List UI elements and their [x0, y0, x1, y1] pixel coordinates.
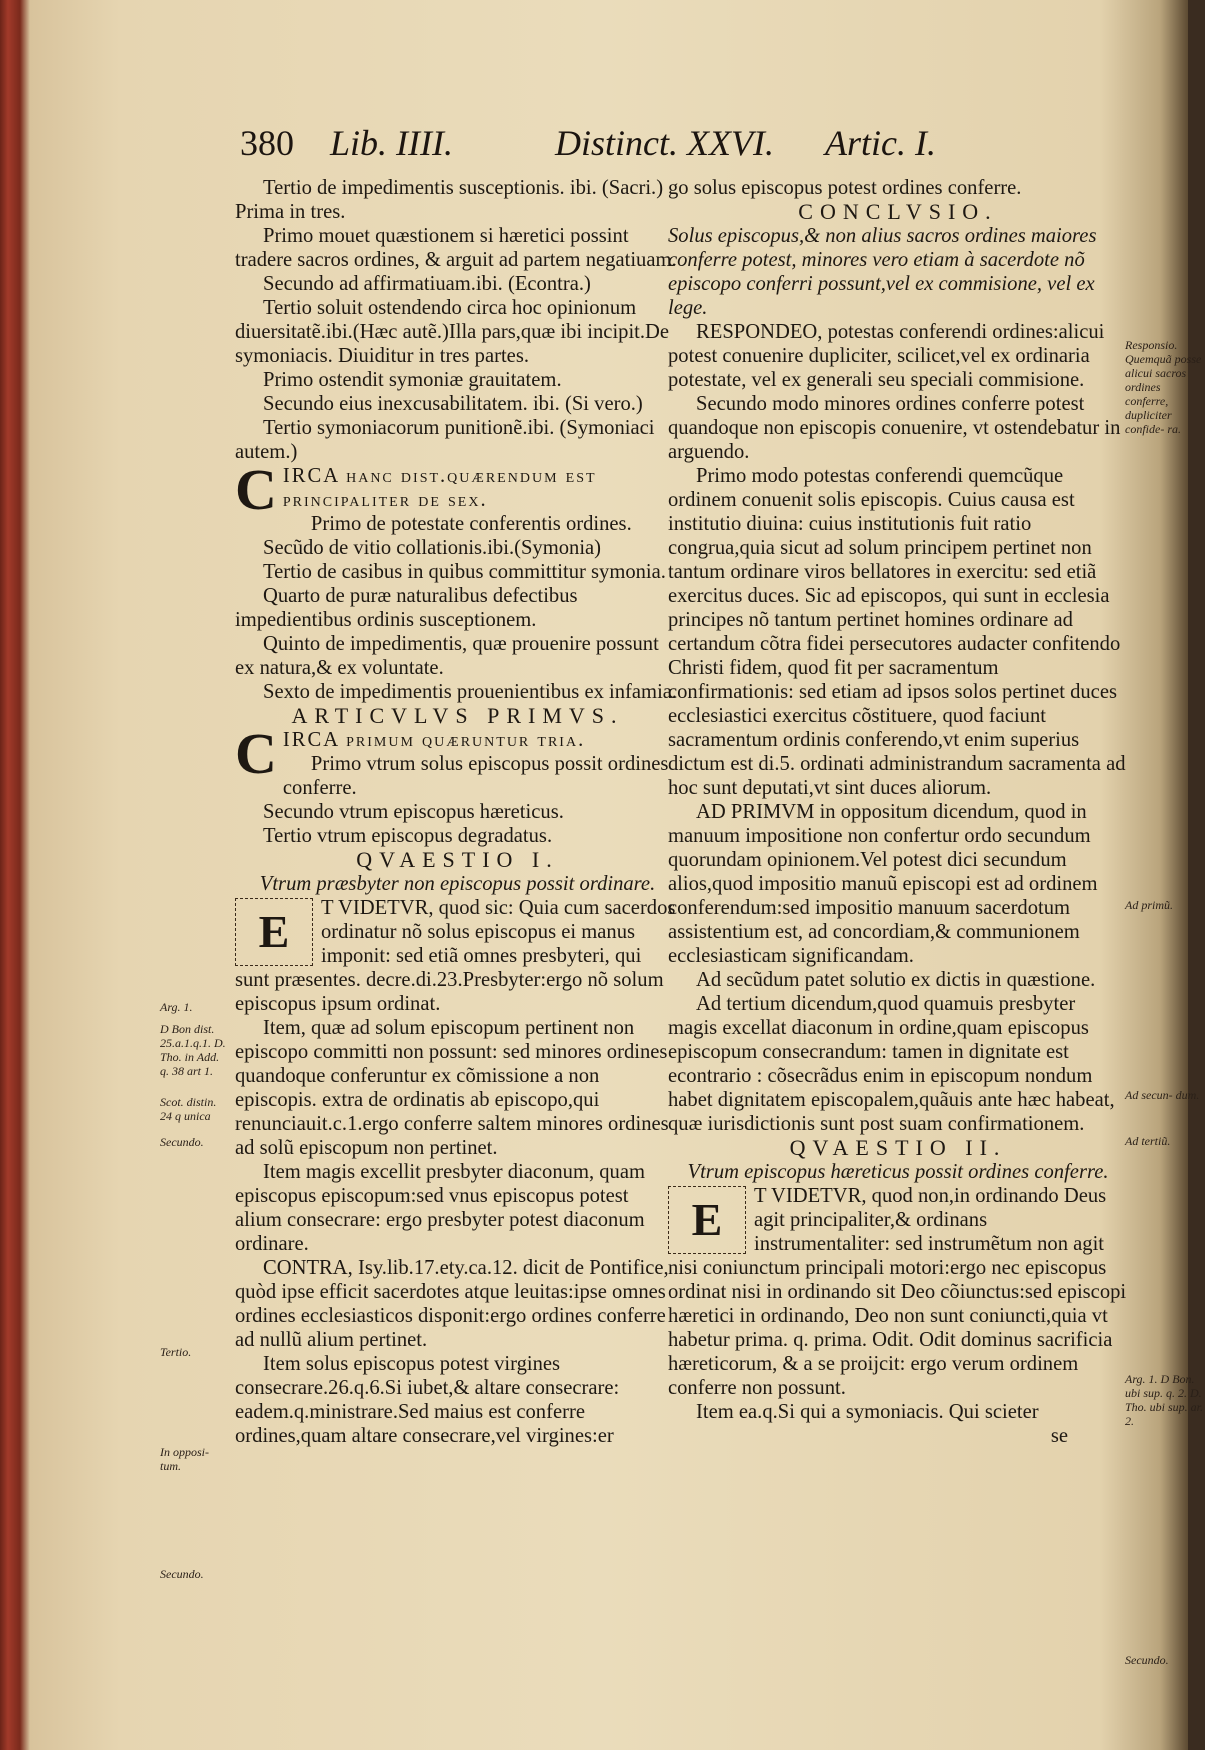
- paragraph: E T VIDETVR, quod non,in ordinando Deus agit principaliter,& ordinans instrumentaliter: sed instrumẽtum non agit nisi coniunctum principali motori:ergo nec episcopus ordinat nisi in ordinando sit Deo cõiunctus:sed episcopi hæretici in ordinando, Deo non sunt coniuncti,quia vt habetur prima. q. prima. Odit. Odit dominus sacrificia hæreticorum, & a se proijcit: ergo verum ordinem conferre non possunt.: [668, 1185, 1127, 1399]
- margin-note: Responsio. Quemquã posse alicui sacros ordines conferre, dupliciter confide- ra.: [1125, 338, 1202, 436]
- paragraph: Item ea.q.Si qui a symoniacis. Qui scieter: [696, 1401, 1039, 1423]
- paragraph: Primo de potestate conferentis ordines.: [310, 513, 632, 535]
- paragraph: Secundo ad affirmatiuam.ibi. (Econtra.): [263, 273, 591, 295]
- paragraph: Primo ostendit symoniæ grauitatem.: [263, 369, 562, 391]
- question-title: QVAESTIO I.: [356, 847, 559, 872]
- ornamental-initial: E: [235, 898, 313, 966]
- right-column: [668, 176, 1128, 1448]
- margin-note: Tertio.: [160, 1345, 192, 1359]
- paragraph: Item solus episcopus potest virgines consecrare.26.q.6.Si iubet,& altare consecrare: eadem.q.ministrare.Sed maius est conferre ordines,quam altare consecrare,vel virgines:er: [235, 1353, 620, 1447]
- page-number: 380: [240, 123, 294, 163]
- paragraph: E T VIDETVR, quod sic: Quia cum sacerdos ordinatur nõ solus episcopus ei manus imponit: sed etiã omnes presbyteri, qui sunt præsentes. decre.di.23.Presbyter:ergo nõ solum episcopus ipsum ordinat.: [235, 897, 676, 1015]
- margin-note: Ad secun- dum.: [1125, 1088, 1200, 1102]
- paragraph: go solus episcopus potest ordines conferre.: [668, 177, 1022, 199]
- paragraph: Primo mouet quæstionem si hæretici possint tradere sacros ordines, & arguit ad partem negatiuam.: [235, 225, 677, 271]
- paragraph: Sexto de impedimentis prouenientibus ex infamia.: [263, 681, 678, 703]
- book-label: Lib. IIII.: [330, 123, 453, 163]
- margin-note: Arg. 1.: [160, 1000, 193, 1014]
- paragraph: Primo modo potestas conferendi quemcũque ordinem conuenit solis episcopis. Cuius causa est institutio diuina: cuius institutionis fuit ratio congrua,quia sicut ad solum principem pertinet non tantum ordinare viros bellatores in exercitu: sed etiã exercitus duces. Sic ad episcopos, qui sunt in ecclesia principes nõ tantum pertinet homines ordinare ad certandum cõtra fidei persecutores audacter confitendo Christi fidem, quod fit per sacramentum confirmationis: sed etiam ad ipsos solos pertinet duces ecclesiastici exercitus cõstituere, quod faciunt sacramentum ordinis conferendo,vt enim superius dictum est di.5. ordinati administrandum sacramenta ad hoc sunt deputati,vt sint duces aliorum.: [668, 465, 1126, 799]
- margin-note: Ad tertiũ.: [1125, 1134, 1171, 1148]
- paragraph: Ad secũdum patet solutio ex dictis in quæstione.: [696, 969, 1096, 991]
- paragraph: Secundo eius inexcusabilitatem. ibi. (Si vero.): [263, 393, 643, 415]
- question-subtitle: Vtrum præsbyter non episcopus possit ordinare.: [259, 873, 656, 895]
- paragraph: CONTRA, Isy.lib.17.ety.ca.12. dicit de Pontifice, quòd ipse efficit sacerdotes atque leuitas:ipse omnes ordines ecclesiasticos disponit:ergo ordines conferre ad nullũ alium pertinet.: [235, 1257, 669, 1351]
- paragraph: CIRCA hanc dist.quærendum est principaliter de sex.: [235, 457, 597, 522]
- paragraph: Tertio de impedimentis susceptionis. ibi. (Sacri.) Prima in tres.: [235, 177, 664, 223]
- conclusion-title: CONCLVSIO.: [798, 199, 998, 224]
- margin-note: Scot. distin. 24 q unica: [160, 1095, 217, 1123]
- distinction-label: Distinct. XXVI.: [555, 123, 774, 163]
- margin-note: Secundo.: [160, 1567, 204, 1581]
- question-title: QVAESTIO II.: [789, 1135, 1007, 1160]
- margin-note: D Bon dist. 25.a.1.q.1. D. Tho. in Add. q. 38 art 1.: [160, 1022, 226, 1078]
- paragraph: Tertio vtrum episcopus degradatus.: [263, 825, 553, 847]
- paragraph: Quinto de impedimentis, quæ prouenire possunt ex natura,& ex voluntate.: [235, 633, 659, 679]
- drop-cap: C: [235, 721, 277, 786]
- paragraph: Tertio de casibus in quibus committitur symonia.: [263, 561, 666, 583]
- paragraph: Primo vtrum solus episcopus possit ordines conferre.: [282, 753, 669, 799]
- left-column: [235, 176, 680, 1448]
- paragraph: Item magis excellit presbyter diaconum, quam episcopus episcopum:sed vnus episcopus potest alium consecrare: ergo presbyter potest diaconum ordinare.: [235, 1161, 646, 1255]
- paragraph: RESPONDEO, potestas conferendi ordines:alicui potest conuenire dupliciter, scilicet,vel ex ordinaria potestate, vel ex generali seu speciali commisione.: [668, 321, 1105, 391]
- ornamental-initial: E: [668, 1186, 746, 1254]
- article-label: Artic. I.: [825, 123, 936, 163]
- paragraph: Ad tertium dicendum,quod quamuis presbyter magis excellat diaconum in ordine,quam episcopus episcopum consecrandum: tamen in dignitate est econtrario : cõsecrãdus enim in episcopum nondum habet dignitatem episcopalem,quãuis ante hæc habeat, quæ iurisdictionis sunt post suam confirmationem.: [668, 993, 1115, 1135]
- paragraph: Tertio soluit ostendendo circa hoc opinionum diuersitatẽ.ibi.(Hæc autẽ.)Illa pars,quæ ibi incipit.De symoniacis. Diuiditur in tres partes.: [235, 297, 670, 367]
- paragraph: AD PRIMVM in oppositum dicendum, quod in manuum impositione non confertur ordo secundum quorundam opinionem.Vel potest dici secundum alios,quod impositio manuũ episcopi est ad ordinem conferendum:sed impositio manuum sacerdotum assistentium est, ad concordiam,& communionem ecclesiasticam significandam.: [668, 801, 1098, 967]
- drop-cap: C: [235, 457, 277, 522]
- paragraph: CIRCA primum quæruntur tria.: [235, 721, 586, 786]
- margin-note: Ad primũ.: [1125, 898, 1173, 912]
- paragraph: Quarto de puræ naturalibus defectibus impedientibus ordinis susceptionem.: [235, 585, 578, 631]
- paragraph: Secundo vtrum episcopus hæreticus.: [263, 801, 564, 823]
- margin-note: In opposi- tum.: [160, 1445, 209, 1473]
- question-subtitle: Vtrum episcopus hæreticus possit ordines conferre.: [687, 1161, 1109, 1183]
- paragraph: Secũdo de vitio collationis.ibi.(Symonia): [263, 537, 602, 559]
- margin-note: Secundo.: [1125, 1653, 1169, 1667]
- paragraph: Item, quæ ad solum episcopum pertinent non episcopo committi non possunt: sed minores ordines quandoque conferuntur ex cõmissione a non episcopis. extra de ordinatis ab episcopo,qui renunciauit.c.1.ergo conferre saltem minores ordines ad solũ episcopum non pertinet.: [235, 1017, 669, 1159]
- running-header: [225, 122, 1015, 178]
- article-title: ARTICVLVS PRIMVS.: [291, 703, 624, 728]
- conclusion-text: Solus episcopus,& non alius sacros ordines maiores conferre potest, minores vero etiam à sacerdote nõ episcopo conferri possunt,vel ex commisione, vel ex lege.: [668, 225, 1097, 319]
- paragraph: Secundo modo minores ordines conferre potest quandoque non episcopis conuenire, vt ostendebatur in arguendo.: [668, 393, 1121, 463]
- paragraph: Tertio symoniacorum punitionẽ.ibi. (Symoniaci autem.): [235, 417, 655, 463]
- margin-note: Secundo.: [160, 1135, 204, 1149]
- book-page: [40, 0, 1204, 1750]
- catchword: se: [1050, 1425, 1068, 1447]
- margin-note: Arg. 1. D Bon. ubi sup. q. 2. D. Tho. ubi sup. ar. 2.: [1125, 1372, 1204, 1428]
